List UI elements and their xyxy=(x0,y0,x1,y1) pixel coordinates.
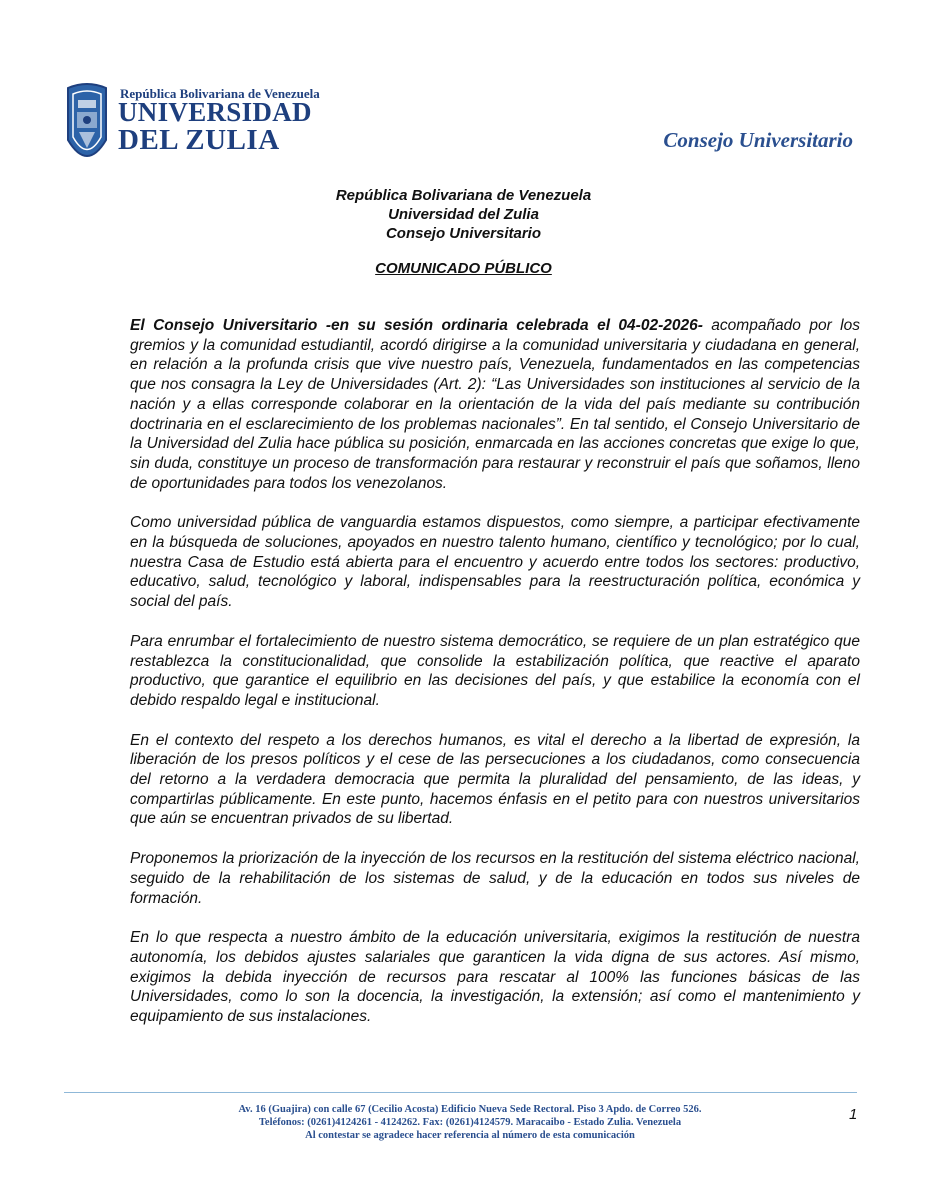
letterhead-university-line1: UNIVERSIDAD xyxy=(118,97,312,127)
paragraph-5: Proponemos la priorización de la inyección de los recursos en la restitución del sistema eléctrico nacional, seguido de la rehabilitación de los sistemas de salud, y de la educación en todos sus niveles de formación. xyxy=(130,850,860,907)
letterhead-republic: República Bolivariana de Venezuela xyxy=(120,86,320,101)
heading-line-3: Consejo Universitario xyxy=(385,225,542,242)
heading-line-2: Universidad del Zulia xyxy=(388,206,539,223)
page-number: 1 xyxy=(849,1106,858,1123)
footer-address: Av. 16 (Guajira) con calle 67 (Cecilio Acosta) Edificio Nueva Sede Rectoral. Piso 3 Apdo. de Correo 526. xyxy=(238,1104,702,1115)
paragraph-4: En el contexto del respeto a los derechos humanos, es vital el derecho a la libertad de expresión, la liberación de los presos políticos y el cese de las persecuciones a los ciudadanos, como consecuencia del retorno a la verdadera democracia que permita la pluralidad del pensamiento, de las ideas, y compartirlas públicamente. En este punto, hacemos énfasis en el petito para con nuestros universitarios que aún se encuentran privados de su libertad. xyxy=(130,731,860,828)
footer xyxy=(120,1103,820,1142)
footer-divider xyxy=(64,1092,857,1093)
document-heading xyxy=(0,186,927,243)
document-body xyxy=(130,316,860,1047)
letterhead-university-line2: DEL ZULIA xyxy=(118,124,280,156)
paragraph-1-lead: El Consejo Universitario -en su sesión ordinaria celebrada el 04-02-2026- xyxy=(130,317,703,334)
document-title: COMUNICADO PÚBLICO xyxy=(375,260,552,277)
paragraph-1 xyxy=(130,316,860,493)
heading-line-1: República Bolivariana de Venezuela xyxy=(335,187,592,204)
letterhead-council: Consejo Universitario xyxy=(663,128,853,152)
footer-phones: Teléfonos: (0261)4124261 - 4124262. Fax: (0261)4124579. Maracaibo - Estado Zulia. Venezuela xyxy=(258,1117,682,1128)
university-seal-icon xyxy=(64,82,110,168)
letterhead xyxy=(0,0,927,180)
paragraph-6: En lo que respecta a nuestro ámbito de la educación universitaria, exigimos la restitución de nuestra autonomía, los debidos ajustes salariales que garanticen la vida digna de sus actores. Así mismo, exigimos la debida inyección de recursos para rescatar al 100% las funciones básicas de las Universidades, como lo son la docencia, la investigación, la extensión; así como el mantenimiento y equipamiento de sus instalaciones. xyxy=(130,929,860,1026)
paragraph-1-text: acompañado por los gremios y la comunidad estudiantil, acordó dirigirse a la comunidad universitaria y ciudadana en general, en relación a la profunda crisis que vive nuestro país, Venezuela, fundamentados en las competencias que nos consagra la Ley de Universidades (Art. 2): “Las Universidades son instituciones al servicio de la nación y a ellas corresponde colaborar en la orientación de la vida del país mediante su contribución doctrinaria en el esclarecimiento de los problemas nacionales”. En tal sentido, el Consejo Universitario de la Universidad del Zulia hace pública su posición, enmarcada en las acciones concretas que exige lo que, sin duda, constituye un proceso de transformación para restaurar y reconstruir el país que soñamos, lleno de oportunidades para todos los venezolanos. xyxy=(130,317,860,492)
paragraph-3: Para enrumbar el fortalecimiento de nuestro sistema democrático, se requiere de un plan estratégico que restablezca la constitucionalidad, que consolide la estabilización política, que reactive el aparato productivo, que garantice el equilibrio en las decisiones del país, y que estabilice la economía con el debido respaldo legal e institucional. xyxy=(130,632,860,709)
footer-note: Al contestar se agradece hacer referencia al número de esta comunicación xyxy=(305,1130,635,1141)
paragraph-2: Como universidad pública de vanguardia estamos dispuestos, como siempre, a participar efectivamente en la búsqueda de soluciones, apoyados en nuestro talento humano, científico y tecnológico; por lo cual, nuestra Casa de Estudio está abierta para el encuentro y acuerdo entre todos los sectores: productivo, educativo, salud, tecnológico y laboral, indispensables para la reestructuración política, económica y social del país. xyxy=(130,514,860,611)
